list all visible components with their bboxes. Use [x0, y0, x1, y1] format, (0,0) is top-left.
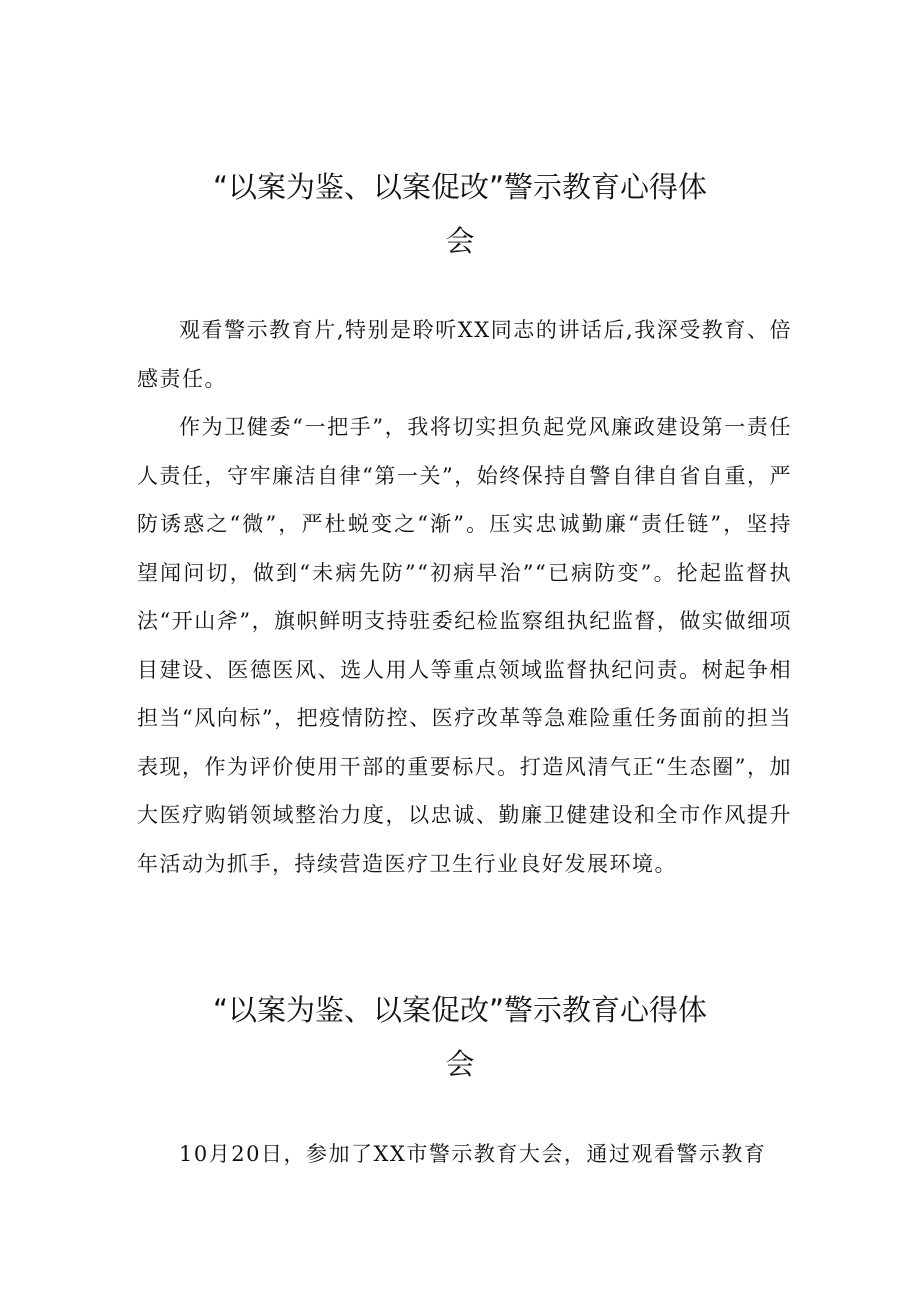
article-title — [0, 983, 920, 1091]
body-paragraph: 观看警示教育片,特别是聆听XX同志的讲话后,我深受教育、倍感责任。 — [137, 318, 792, 391]
article-title — [0, 160, 920, 268]
article-title-line-2: 会 — [445, 224, 475, 258]
article-title-line-2: 会 — [445, 1047, 475, 1081]
body-paragraph: 10月20日，参加了XX市警示教育大会，通过观看警示教育 — [179, 1142, 767, 1166]
body-paragraph: 作为卫健委“一把手”，我将切实担负起党风廉政建设第一责任人责任，守牢廉洁自律“第一关”，始终保持自警自律自省自重，严防诱惑之“微”，严杜蜕变之“渐”。压实忠诚勤廉“责任链”，坚持望闻问切，做到“未病先防”“初病早治”“已病防变”。抡起监督执法“开山斧”，旗帜鲜明支持驻委纪检监察组执纪监督，做实做细项目建设、医德医风、选人用人等重点领域监督执纪问责。树起争相担当“风向标”，把疫情防控、医疗改革等急难险重任务面前的担当表现，作为评价使用干部的重要标尺。打造风清气正“生态圈”，加大医疗购销领域整治力度，以忠诚、勤廉卫健建设和全市作风提升年活动为抓手，持续营造医疗卫生行业良好发展环境。 — [137, 415, 792, 876]
article-title-line-1: “以案为鉴、以案促改”警示教育心得体 — [212, 170, 708, 204]
article-title-line-1: “以案为鉴、以案促改”警示教育心得体 — [212, 993, 708, 1027]
